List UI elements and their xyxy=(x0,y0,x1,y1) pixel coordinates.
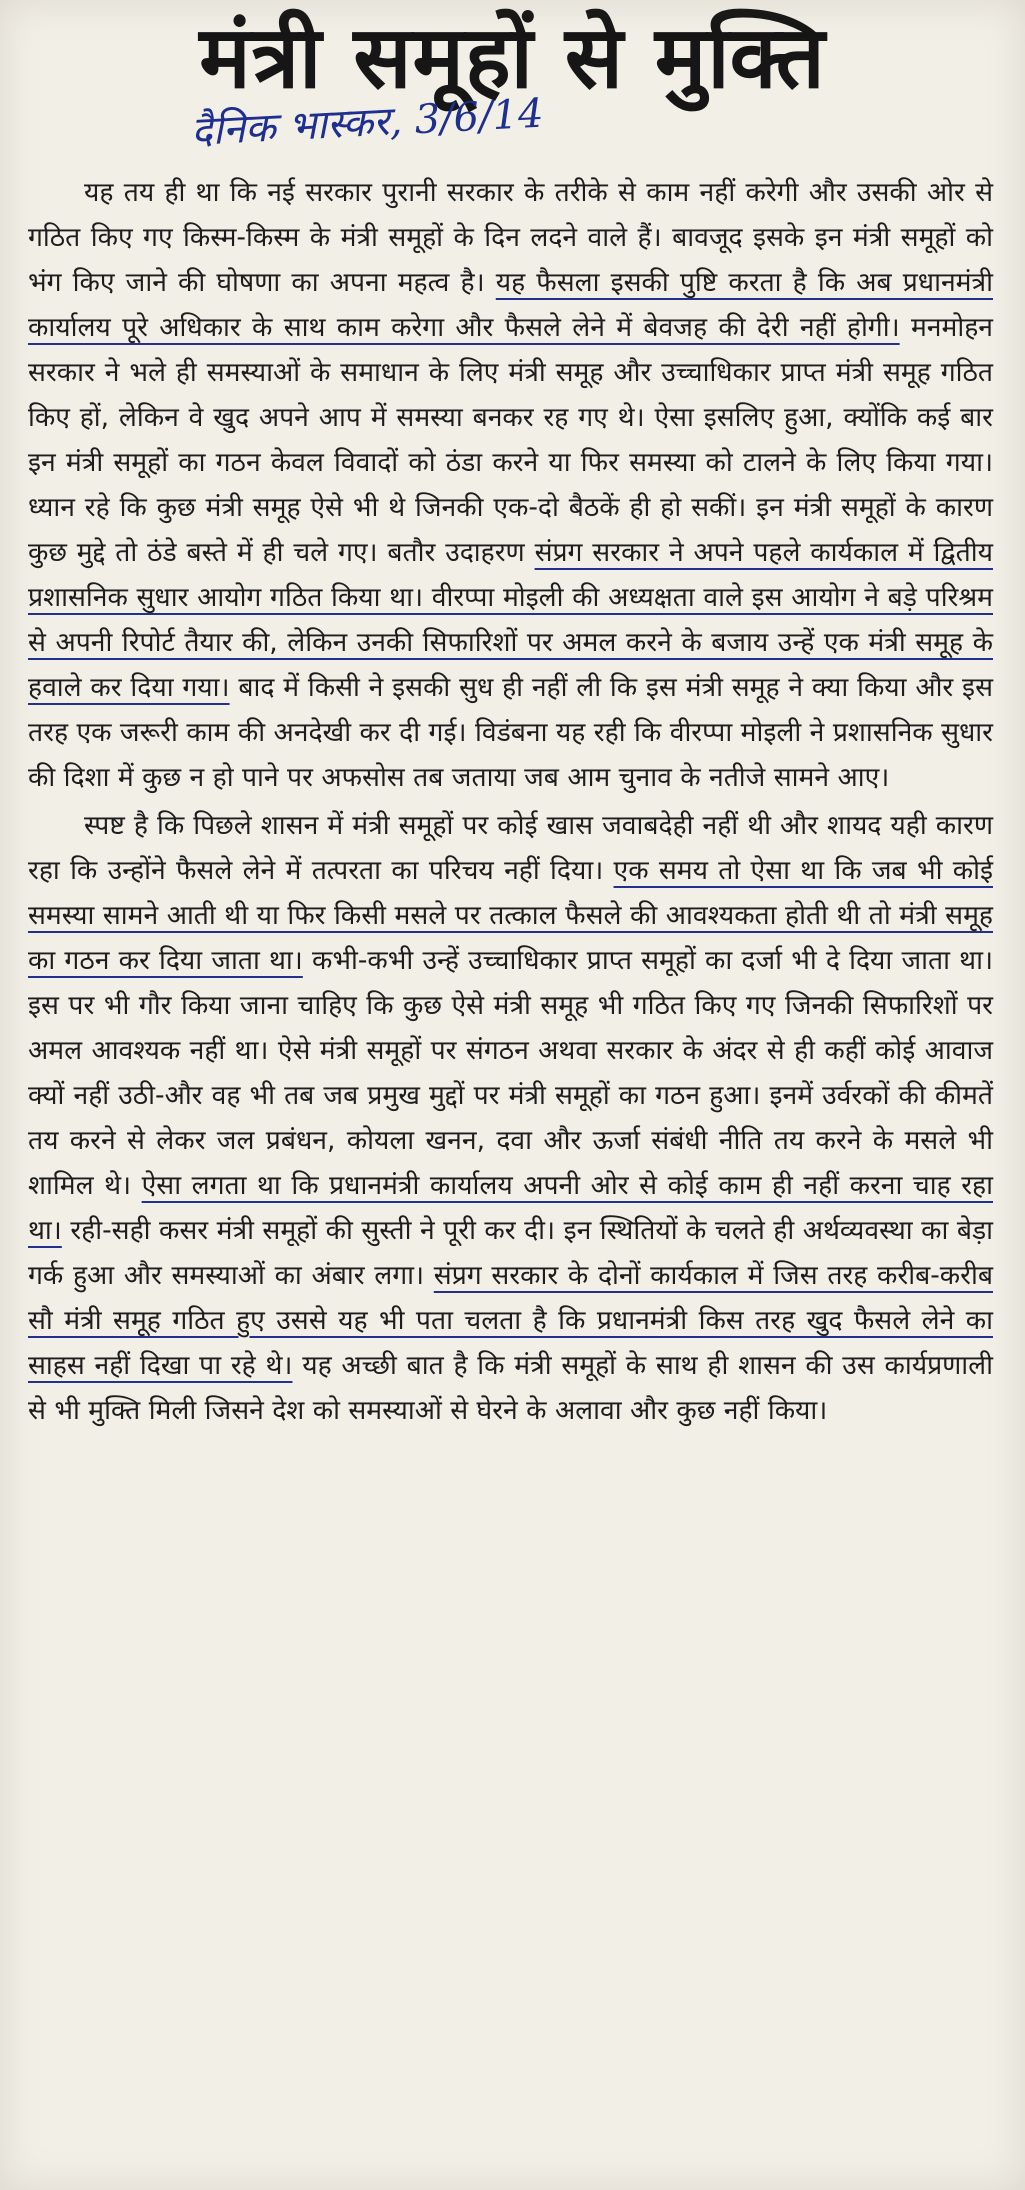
text-segment: बाद में किसी ने इसकी सुध ही नहीं ली कि इस मंत्री समूह ने क्या किया और इस तरह एक जरूरी काम की अनदेखी कर दी गई। विडंबना यह रही कि वीरप्पा मोइली ने प्रशासनिक सुधार की दिशा में कुछ न हो पाने पर अफसोस तब जताया जब आम चुनाव के नतीजे सामने आए। xyxy=(28,672,993,793)
article-body xyxy=(28,170,993,1433)
underlined-text-segment: संप्रग सरकार ने अपने पहले कार्यकाल में द्वितीय प्रशासनिक सुधार आयोग गठित किया था। वीरप्पा मोइली की अध्यक्षता वाले इस आयोग ने बड़े परिश्रम से अपनी रिपोर्ट तैयार की, लेकिन उनकी सिफारिशों पर अमल करने के बजाय उन्हें एक मंत्री समूह के हवाले कर दिया गया। xyxy=(28,537,993,703)
underlined-text-segment: संप्रग सरकार के दोनों कार्यकाल में जिस तरह करीब-करीब सौ मंत्री समूह गठित हुए उससे यह भी पता चलता है कि प्रधानमंत्री किस तरह खुद फैसले लेने का साहस नहीं दिखा पा रहे थे। xyxy=(28,1260,993,1381)
text-segment: यह तय ही था कि नई सरकार पुरानी सरकार के तरीके से काम नहीं करेगी और उसकी ओर से गठित किए गए किस्म-किस्म के मंत्री समूहों के दिन लदने वाले हैं। बावजूद इसके इन मंत्री समूहों को भंग किए जाने की घोषणा का अपना महत्व है। xyxy=(28,177,993,298)
underlined-text-segment: एक समय तो ऐसा था कि जब भी कोई समस्या सामने आती थी या फिर किसी मसले पर तत्काल फैसले की आवश्यकता होती थी तो मंत्री समूह का गठन कर दिया जाता था। xyxy=(28,855,993,976)
text-segment: मनमोहन सरकार ने भले ही समस्याओं के समाधान के लिए मंत्री समूह और उच्चाधिकार प्राप्त मंत्री समूह गठित किए हों, लेकिन वे खुद अपने आप में समस्या बनकर रह गए थे। ऐसा इसलिए हुआ, क्योंकि कई बार इन मंत्री समूहों का गठन केवल विवादों को ठंडा करने या फिर समस्या को टालने के लिए किया गया। ध्यान रहे कि कुछ मंत्री समूह ऐसे भी थे जिनकी एक-दो बैठकें ही हो सकीं। इन मंत्री समूहों के कारण कुछ मुद्दे तो ठंडे बस्ते में ही चले गए। बतौर उदाहरण xyxy=(28,312,993,568)
text-segment: रही-सही कसर मंत्री समूहों की सुस्ती ने पूरी कर दी। इन स्थितियों के चलते ही अर्थव्यवस्था का बेड़ा गर्क हुआ और समस्याओं का अंबार लगा। xyxy=(28,1215,993,1291)
paragraph-1 xyxy=(28,170,993,800)
text-segment: कभी-कभी उन्हें उच्चाधिकार प्राप्त समूहों का दर्जा भी दे दिया जाता था। इस पर भी गौर किया जाना चाहिए कि कुछ ऐसे मंत्री समूह भी गठित किए गए जिनकी सिफारिशों पर अमल आवश्यक नहीं था। ऐसे मंत्री समूहों पर संगठन अथवा सरकार के अंदर से ही कहीं कोई आवाज क्यों नहीं उठी-और वह भी तब जब प्रमुख मुद्दों पर मंत्री समूहों का गठन हुआ। इनमें उर्वरकों की कीमतें तय करने से लेकर जल प्रबंधन, कोयला खनन, दवा और ऊर्जा संबंधी नीति तय करने के मसले भी शामिल थे। xyxy=(28,945,993,1201)
headline: मंत्री समूहों से मुक्ति xyxy=(199,8,826,108)
handwritten-source-note: दैनिक भास्कर, 3/6/14 xyxy=(190,90,545,155)
paragraph-2 xyxy=(28,803,993,1433)
underlined-text-segment: ऐसा लगता था कि प्रधानमंत्री कार्यालय अपनी ओर से कोई काम ही नहीं करना चाह रहा था। xyxy=(28,1170,993,1246)
text-segment: स्पष्ट है कि पिछले शासन में मंत्री समूहों पर कोई खास जवाबदेही नहीं थी और शायद यही कारण रहा कि उन्होंने फैसले लेने में तत्परता का परिचय नहीं दिया। xyxy=(28,810,993,886)
underlined-text-segment: यह फैसला इसकी पुष्टि करता है कि अब प्रधानमंत्री कार्यालय पूरे अधिकार के साथ काम करेगा और फैसले लेने में बेवजह की देरी नहीं होगी। xyxy=(28,267,993,343)
text-segment: यह अच्छी बात है कि मंत्री समूहों के साथ ही शासन की उस कार्यप्रणाली से भी मुक्ति मिली जिसने देश को समस्याओं से घेरने के अलावा और कुछ नहीं किया। xyxy=(28,1350,993,1426)
